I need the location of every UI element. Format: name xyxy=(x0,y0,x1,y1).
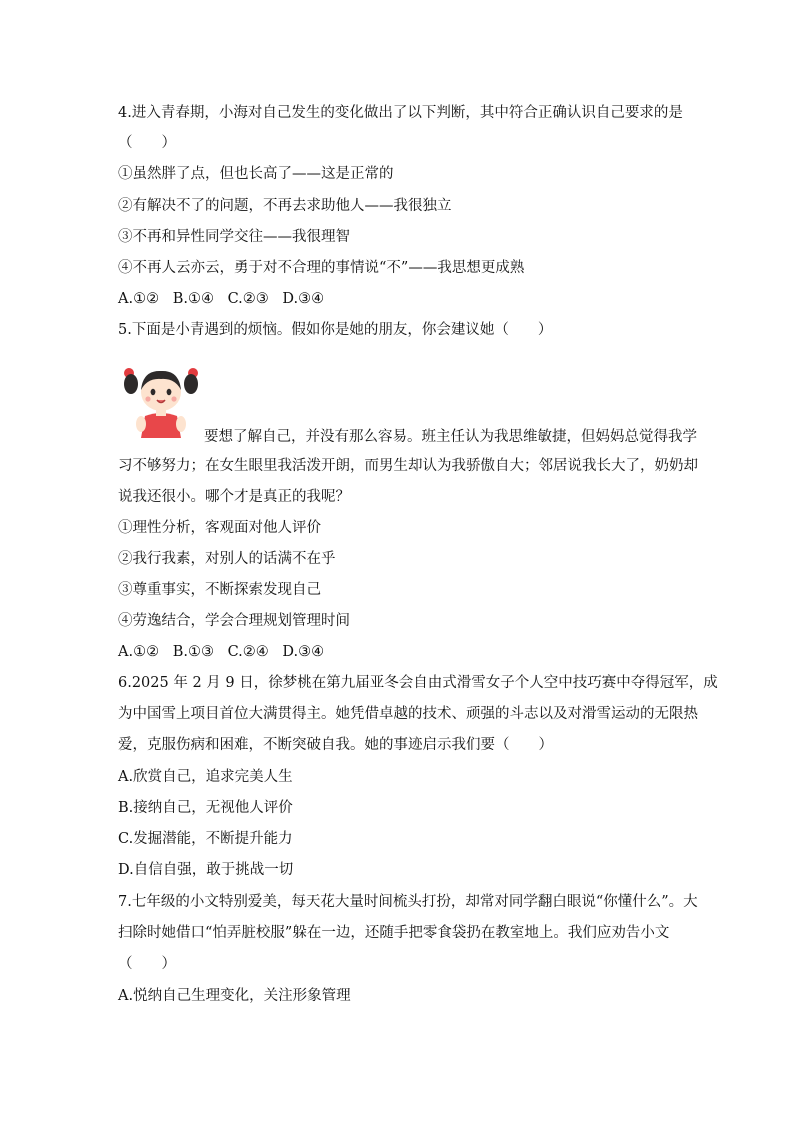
q5-item-2: ②我行我素，对别人的话满不在乎 xyxy=(118,551,336,567)
q5-choice-c[interactable]: C.②④ xyxy=(227,644,269,660)
q6-option-c[interactable]: C.发掘潜能，不断提升能力 xyxy=(118,831,293,847)
q5-choices xyxy=(118,642,333,662)
q7-stem-line1: 7.七年级的小文特别爱美，每天花大量时间梳头打扮，却常对同学翻白眼说“你懂什么”。大 xyxy=(118,894,698,910)
q5-passage-line3: 说我还很小。哪个才是真正的我呢？ xyxy=(118,489,350,505)
q4-stem-line1: 4.进入青春期，小海对自己发生的变化做出了以下判断，其中符合正确认识自己要求的是 xyxy=(118,105,683,121)
q6-option-b[interactable]: B.接纳自己，无视他人评价 xyxy=(118,800,293,816)
q4-choice-b[interactable]: B.①④ xyxy=(172,291,214,307)
q7-stem-line2: 扫除时她借口“怕弄脏校服”躲在一边，还随手把零食袋扔在教室地上。我们应劝告小文 xyxy=(118,925,670,941)
girl-illustration-icon xyxy=(121,362,201,438)
q5-stem: 5.下面是小青遇到的烦恼。假如你是她的朋友，你会建议她（ ） xyxy=(118,322,553,338)
q5-passage-line1: 要想了解自己，并没有那么容易。班主任认为我思维敏捷，但妈妈总觉得我学 xyxy=(204,429,697,445)
q5-item-1: ①理性分析，客观面对他人评价 xyxy=(118,520,321,536)
q6-stem-line3: 爱，克服伤病和困难，不断突破自我。她的事迹启示我们要（ ） xyxy=(118,737,553,753)
q4-item-2: ②有解决不了的问题，不再去求助他人——我很独立 xyxy=(118,198,452,214)
q4-item-3: ③不再和异性同学交往——我很理智 xyxy=(118,229,350,245)
q5-item-3: ③尊重事实，不断探索发现自己 xyxy=(118,582,321,598)
q6-stem-line1: 6.2025 年 2 月 9 日，徐梦桃在第九届亚冬会自由式滑雪女子个人空中技巧赛中夺得冠军，成 xyxy=(118,675,718,691)
q6-stem-line2: 为中国雪上项目首位大满贯得主。她凭借卓越的技术、顽强的斗志以及对滑雪运动的无限热 xyxy=(118,706,698,722)
q4-item-4: ④不再人云亦云，勇于对不合理的事情说“不”——我思想更成熟 xyxy=(118,260,525,276)
q5-choice-a[interactable]: A.①② xyxy=(118,644,160,660)
q4-item-1: ①虽然胖了点，但也长高了——这是正常的 xyxy=(118,166,394,182)
q4-choices xyxy=(118,289,333,309)
q7-option-a[interactable]: A.悦纳自己生理变化，关注形象管理 xyxy=(118,988,351,1004)
q7-stem-line3: （ ） xyxy=(118,956,176,972)
q4-choice-a[interactable]: A.①② xyxy=(118,291,160,307)
q4-choice-d[interactable]: D.③④ xyxy=(282,291,325,307)
q4-stem-line2: （ ） xyxy=(118,135,176,151)
q6-option-a[interactable]: A.欣赏自己，追求完美人生 xyxy=(118,769,293,785)
q4-choice-c[interactable]: C.②③ xyxy=(227,291,269,307)
q5-item-4: ④劳逸结合，学会合理规划管理时间 xyxy=(118,613,350,629)
q5-choice-b[interactable]: B.①③ xyxy=(172,644,214,660)
q5-choice-d[interactable]: D.③④ xyxy=(282,644,325,660)
q5-passage-line2: 习不够努力；在女生眼里我活泼开朗，而男生却认为我骄傲自大；邻居说我长大了，奶奶却 xyxy=(118,458,698,474)
q6-option-d[interactable]: D.自信自强，敢于挑战一切 xyxy=(118,862,294,878)
